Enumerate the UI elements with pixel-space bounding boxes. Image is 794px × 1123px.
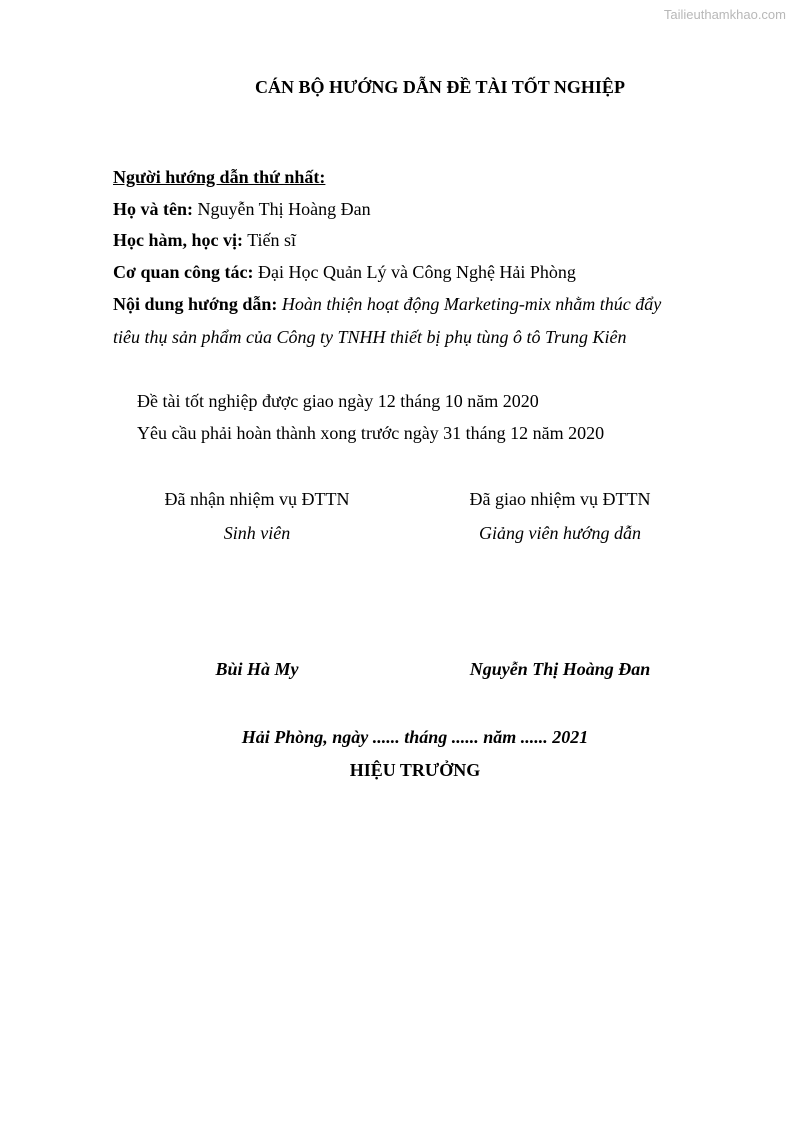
supervisor-content-row	[113, 294, 661, 315]
student-name: Bùi Hà My	[215, 659, 299, 679]
supervisor-caption: Đã giao nhiệm vụ ĐTTN	[469, 489, 651, 509]
deadline-date: Yêu cầu phải hoàn thành xong trước ngày 31 tháng 12 năm 2020	[137, 423, 605, 443]
page-title: CÁN BỘ HƯỚNG DẪN ĐỀ TÀI TỐT NGHIỆP	[255, 77, 625, 97]
degree-value: Tiến sĩ	[247, 230, 297, 250]
student-caption: Đã nhận nhiệm vụ ĐTTN	[164, 489, 350, 509]
workplace-value: Đại Học Quản Lý và Công Nghệ Hải Phòng	[257, 262, 576, 282]
supervisor-signature-name: Nguyễn Thị Hoàng Đan	[469, 659, 651, 679]
watermark: Tailieuthamkhao.com	[663, 7, 786, 22]
content-value-line2: tiêu thụ sản phẩm của Công ty TNHH thiết bị phụ tùng ô tô Trung Kiên	[113, 327, 627, 347]
content-value-line1: Hoàn thiện hoạt động Marketing-mix nhằm thúc đẩy	[281, 294, 662, 314]
supervisor-role: Giảng viên hướng dẫn	[479, 523, 641, 543]
student-role: Sinh viên	[223, 523, 291, 543]
approver-title: HIỆU TRƯỞNG	[349, 760, 481, 780]
supervisor-heading: Người hướng dẫn thứ nhất:	[113, 167, 326, 187]
name-value: Nguyễn Thị Hoàng Đan	[197, 199, 371, 219]
content-label: Nội dung hướng dẫn:	[113, 294, 278, 314]
supervisor-workplace-row	[113, 262, 576, 283]
assigned-date: Đề tài tốt nghiệp được giao ngày 12 tháng 10 năm 2020	[137, 391, 539, 411]
workplace-label: Cơ quan công tác:	[113, 262, 254, 282]
name-label: Họ và tên:	[113, 199, 193, 219]
supervisor-name-row	[113, 199, 371, 220]
supervisor-degree-row	[113, 230, 296, 251]
place-date: Hải Phòng, ngày ...... tháng ...... năm ...... 2021	[241, 727, 589, 747]
degree-label: Học hàm, học vị:	[113, 230, 243, 250]
